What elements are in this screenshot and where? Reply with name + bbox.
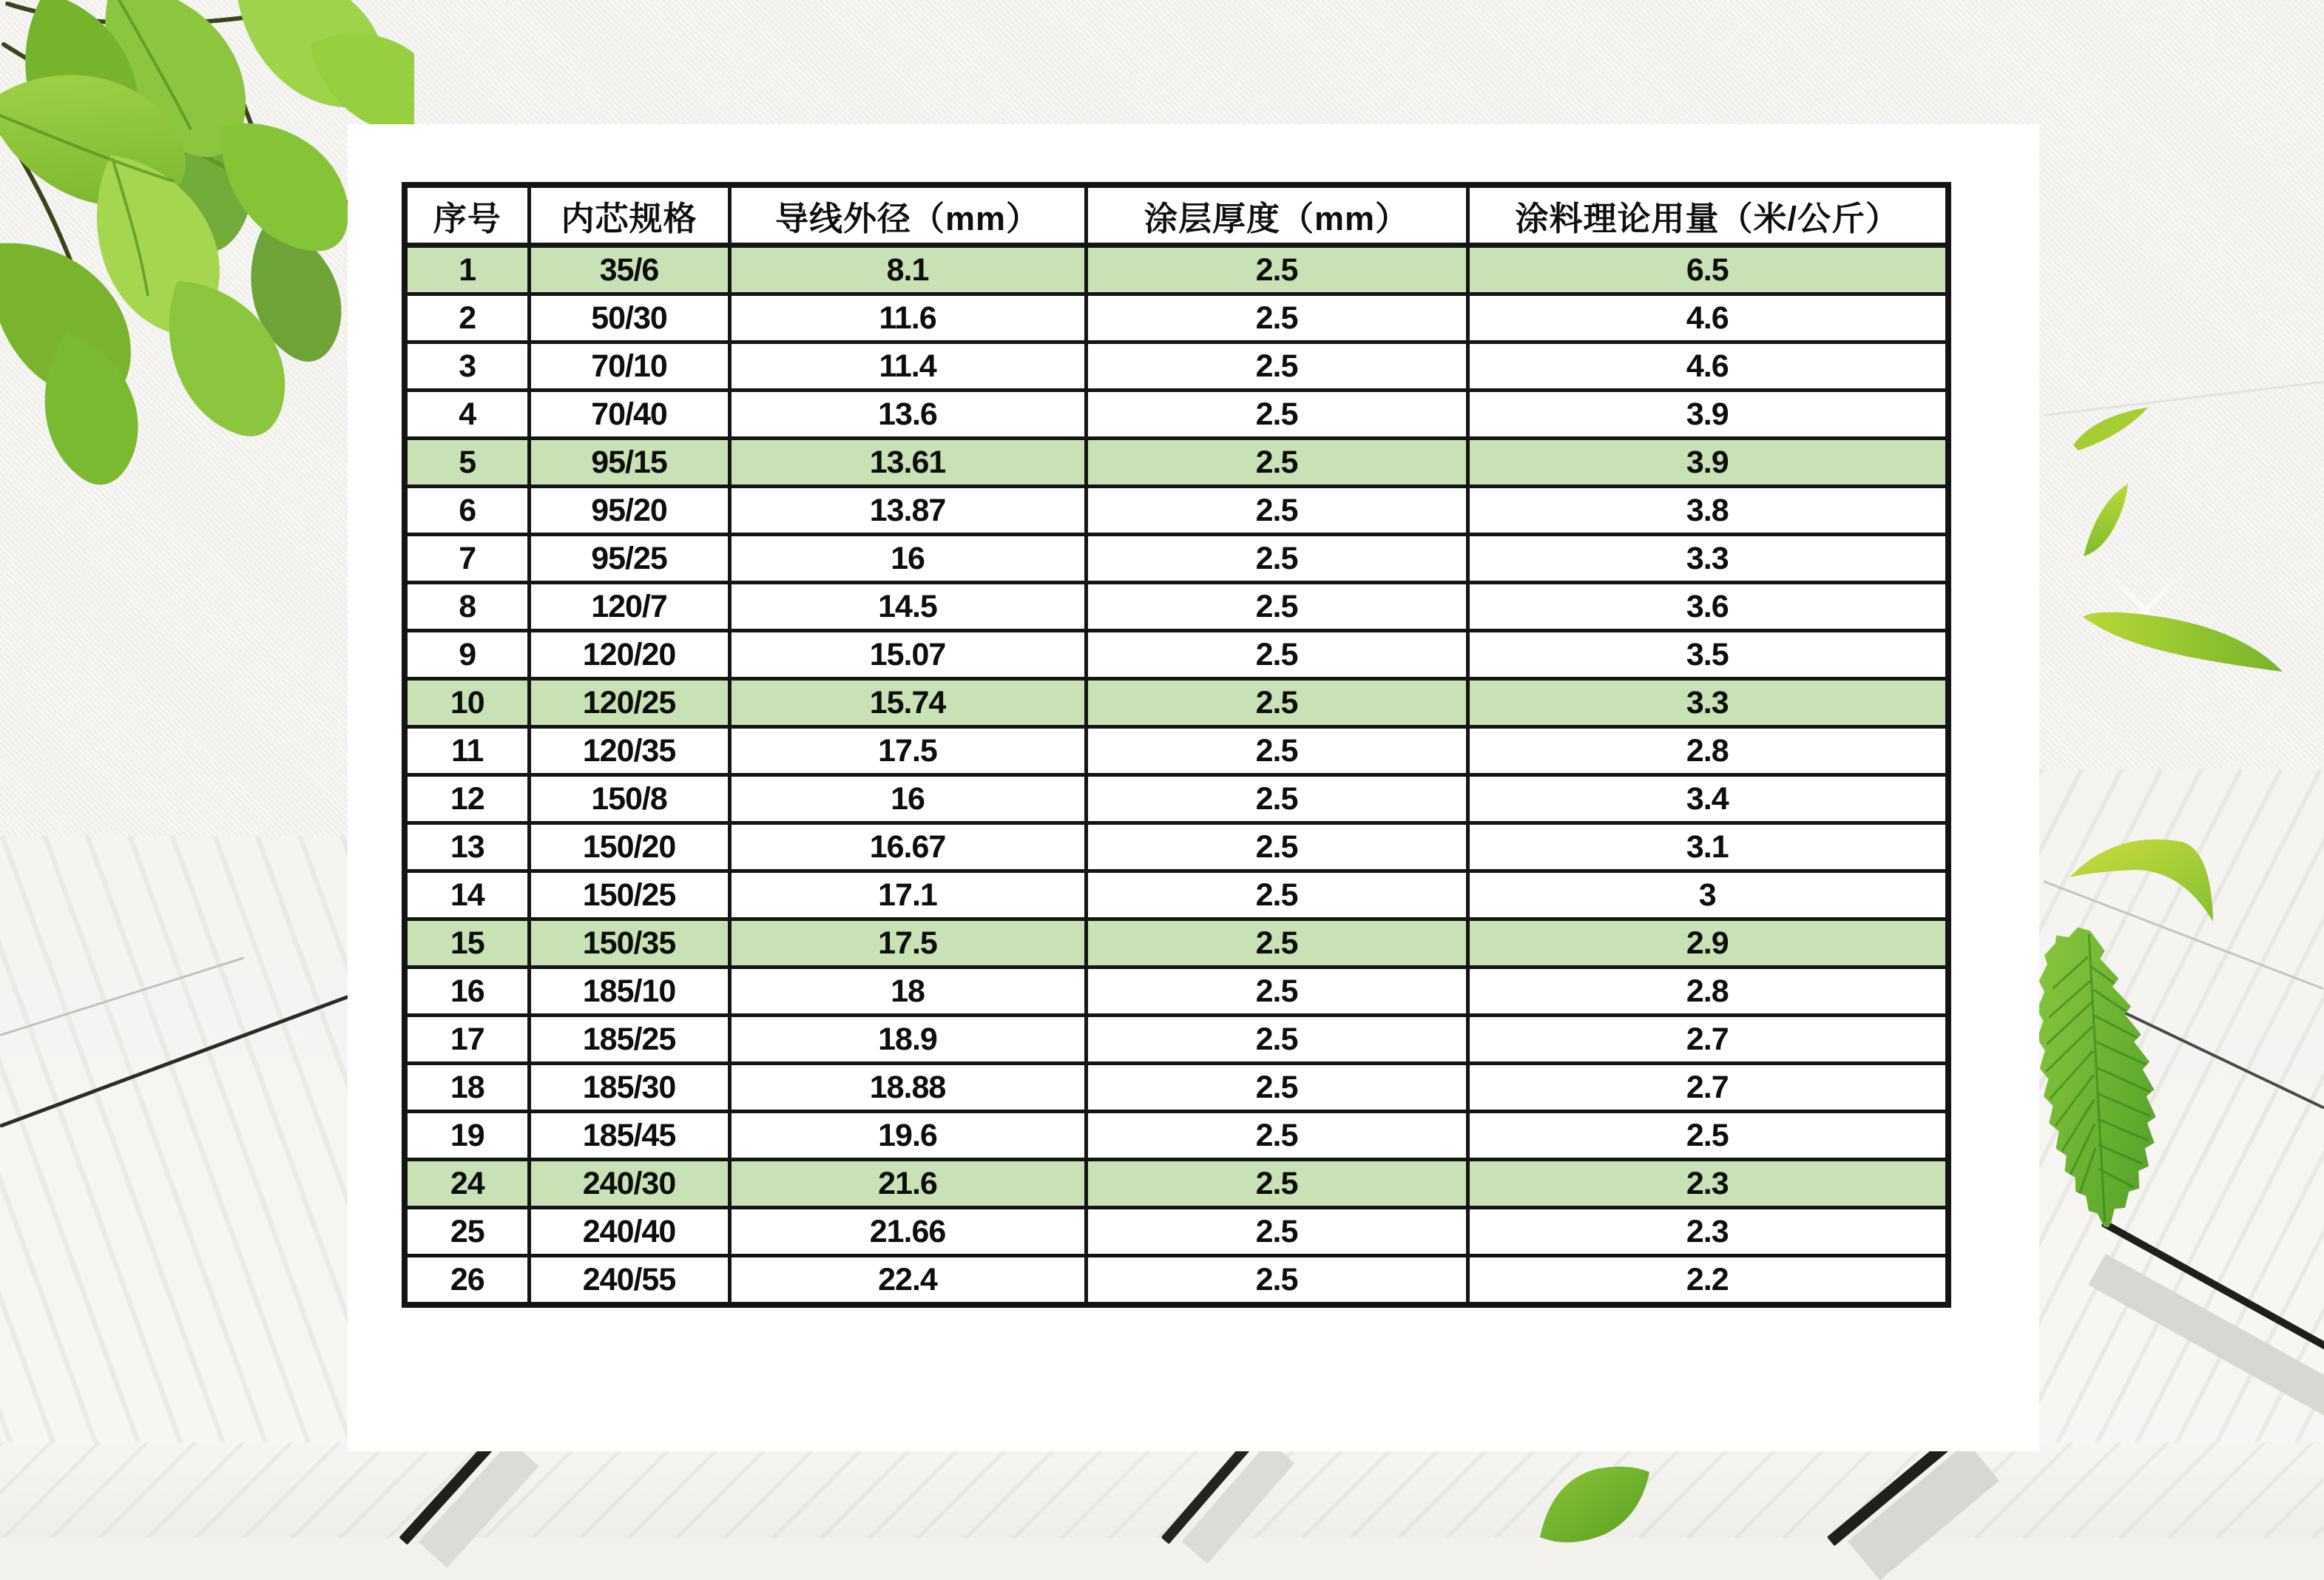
table-cell: 16 [729,775,1086,823]
table-cell: 120/20 [529,631,729,679]
table-cell: 240/40 [529,1208,729,1256]
table-cell: 2.3 [1467,1160,1948,1208]
table-cell: 18 [405,1064,529,1112]
table-cell: 2.5 [1086,1112,1467,1160]
table-cell: 2.5 [1086,391,1467,439]
table-row [405,342,1948,391]
table-cell: 4 [405,391,529,439]
table-cell: 2.5 [1086,1208,1467,1256]
table-cell: 3.1 [1467,823,1948,871]
table-cell: 2.5 [1086,775,1467,823]
table-cell: 14.5 [729,583,1086,631]
table-row [405,775,1948,823]
table-cell: 70/10 [529,342,729,391]
header-coating-thickness: 涂层厚度（mm） [1086,185,1467,246]
table-cell: 2.9 [1467,919,1948,968]
table-cell: 185/10 [529,968,729,1016]
table-cell: 3.3 [1467,679,1948,727]
sliver-leaf [2065,402,2158,456]
table-cell: 2.5 [1086,1160,1467,1208]
table-cell: 4.6 [1467,342,1948,391]
table-cell: 17.5 [729,919,1086,968]
table-cell: 2.5 [1086,342,1467,391]
table-cell: 95/25 [529,535,729,583]
table-cell: 26 [405,1256,529,1306]
table-cell: 8 [405,583,529,631]
table-cell: 3.3 [1467,535,1948,583]
table-cell: 3.9 [1467,391,1948,439]
table-cell: 2.5 [1086,679,1467,727]
table-cell: 2.3 [1467,1208,1948,1256]
table-cell: 3.9 [1467,439,1948,487]
table-row [405,487,1948,535]
crescent-leaf [2075,481,2135,564]
table-cell: 25 [405,1208,529,1256]
table-row [405,1064,1948,1112]
table-cell: 18 [729,968,1086,1016]
table-cell: 2.7 [1467,1064,1948,1112]
table-cell: 14 [405,871,529,919]
table-cell: 185/45 [529,1112,729,1160]
table-cell: 6.5 [1467,246,1948,294]
header-row [405,185,1948,246]
table-row [405,631,1948,679]
table-cell: 240/30 [529,1160,729,1208]
table-cell: 11.6 [729,294,1086,342]
table-cell: 150/35 [529,919,729,968]
table-cell: 17.5 [729,727,1086,775]
table-row [405,919,1948,968]
table-cell: 2.2 [1467,1256,1948,1306]
table-row [405,583,1948,631]
floor-left [0,836,348,1538]
table-cell: 16 [405,968,529,1016]
table-cell: 21.6 [729,1160,1086,1208]
floor-leaf [1531,1463,1657,1552]
table-cell: 7 [405,535,529,583]
table-cell: 16 [729,535,1086,583]
table-row [405,727,1948,775]
spec-table [402,182,1951,1308]
table-cell: 16.67 [729,823,1086,871]
long-slim-leaf [2077,607,2291,677]
table-cell: 5 [405,439,529,487]
table-cell: 3.6 [1467,583,1948,631]
serrated-elm-leaf [2022,921,2174,1234]
table-cell: 2.5 [1086,968,1467,1016]
table-row [405,679,1948,727]
table-cell: 120/25 [529,679,729,727]
table-cell: 15 [405,919,529,968]
table-cell: 17.1 [729,871,1086,919]
table-row [405,871,1948,919]
table-cell: 50/30 [529,294,729,342]
table-cell: 2.8 [1467,968,1948,1016]
table-cell: 2.8 [1467,727,1948,775]
table-row [405,1208,1948,1256]
table-cell: 4.6 [1467,294,1948,342]
table-cell: 2.5 [1086,1256,1467,1306]
table-row [405,246,1948,294]
table-cell: 9 [405,631,529,679]
table-cell: 11.4 [729,342,1086,391]
table-cell: 2.5 [1086,535,1467,583]
spec-table-header [405,185,1948,246]
table-row [405,294,1948,342]
table-cell: 150/25 [529,871,729,919]
table-cell: 13.61 [729,439,1086,487]
table-cell: 3.8 [1467,487,1948,535]
table-row [405,1112,1948,1160]
table-cell: 185/30 [529,1064,729,1112]
table-cell: 150/8 [529,775,729,823]
header-paint-usage: 涂料理论用量（米/公斤） [1467,185,1948,246]
table-row [405,1016,1948,1064]
table-cell: 2.7 [1467,1016,1948,1064]
table-cell: 11 [405,727,529,775]
table-cell: 13 [405,823,529,871]
header-wire-od: 导线外径（mm） [729,185,1086,246]
table-cell: 8.1 [729,246,1086,294]
table-cell: 2.5 [1086,1016,1467,1064]
header-serial: 序号 [405,185,529,246]
table-cell: 70/40 [529,391,729,439]
table-cell: 21.66 [729,1208,1086,1256]
table-cell: 2.5 [1086,919,1467,968]
table-cell: 18.88 [729,1064,1086,1112]
table-cell: 3 [1467,871,1948,919]
table-cell: 2.5 [1086,631,1467,679]
table-cell: 10 [405,679,529,727]
table-cell: 2.5 [1086,439,1467,487]
table-cell: 2.5 [1467,1112,1948,1160]
table-cell: 19 [405,1112,529,1160]
table-cell: 2 [405,294,529,342]
table-cell: 1 [405,246,529,294]
table-row [405,823,1948,871]
table-row [405,391,1948,439]
table-cell: 95/20 [529,487,729,535]
header-core-spec: 内芯规格 [529,185,729,246]
table-cell: 150/20 [529,823,729,871]
table-cell: 3 [405,342,529,391]
table-cell: 3.4 [1467,775,1948,823]
table-cell: 95/15 [529,439,729,487]
table-cell: 120/7 [529,583,729,631]
spec-table-body [405,246,1948,1306]
table-cell: 120/35 [529,727,729,775]
table-row [405,535,1948,583]
table-cell: 15.74 [729,679,1086,727]
table-cell: 2.5 [1086,583,1467,631]
table-row [405,439,1948,487]
table-cell: 13.87 [729,487,1086,535]
table-cell: 19.6 [729,1112,1086,1160]
table-cell: 22.4 [729,1256,1086,1306]
table-cell: 185/25 [529,1016,729,1064]
table-cell: 2.5 [1086,294,1467,342]
table-cell: 2.5 [1086,487,1467,535]
table-cell: 6 [405,487,529,535]
table-cell: 2.5 [1086,823,1467,871]
table-cell: 13.6 [729,391,1086,439]
table-row [405,1160,1948,1208]
table-cell: 2.5 [1086,871,1467,919]
table-row [405,1256,1948,1306]
table-cell: 2.5 [1086,1064,1467,1112]
table-cell: 240/55 [529,1256,729,1306]
table-cell: 15.07 [729,631,1086,679]
table-row [405,968,1948,1016]
table-cell: 12 [405,775,529,823]
table-cell: 17 [405,1016,529,1064]
table-cell: 24 [405,1160,529,1208]
table-cell: 2.5 [1086,246,1467,294]
table-cell: 3.5 [1467,631,1948,679]
table-cell: 35/6 [529,246,729,294]
table-cell: 2.5 [1086,727,1467,775]
table-cell: 18.9 [729,1016,1086,1064]
